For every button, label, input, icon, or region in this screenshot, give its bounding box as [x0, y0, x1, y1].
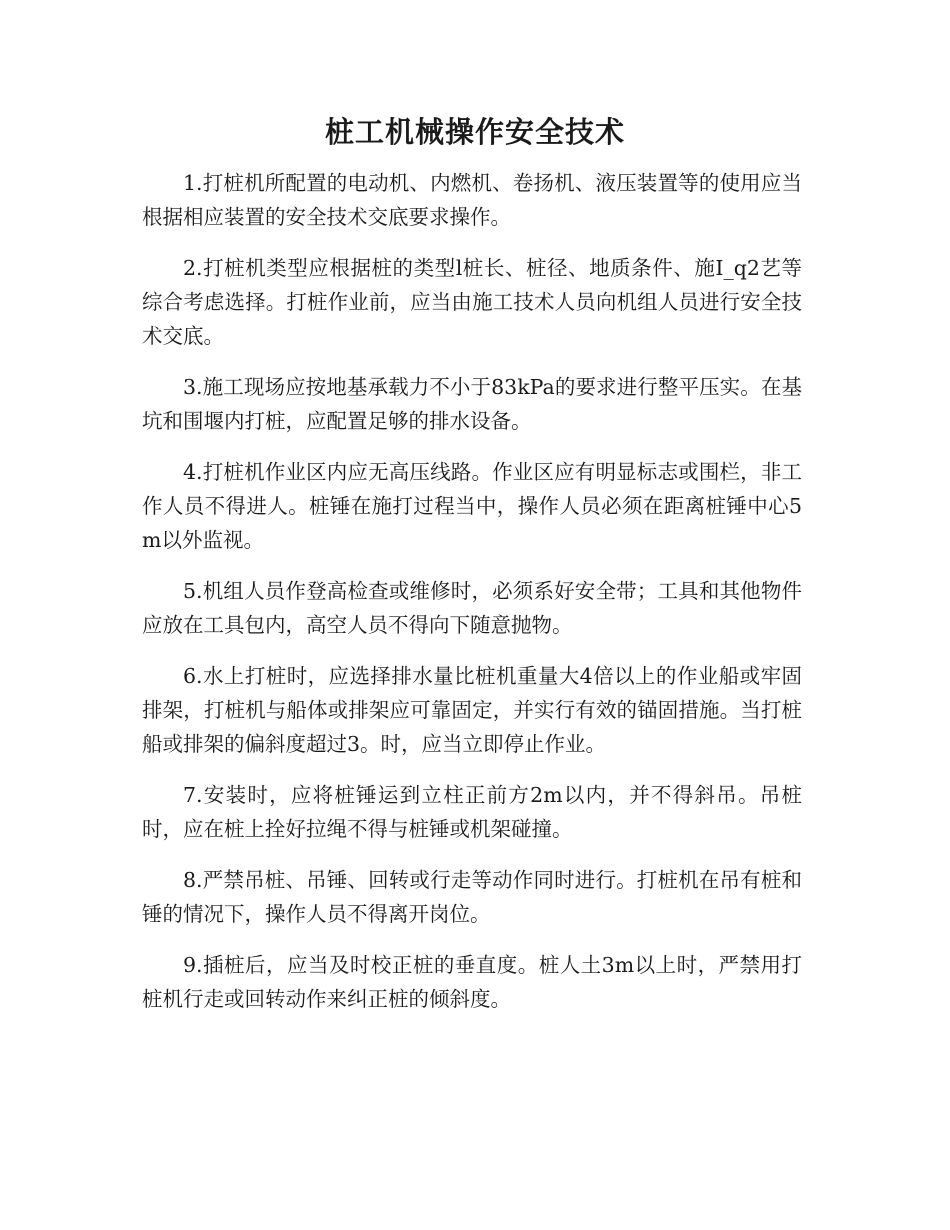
paragraph-7: 7.安装时，应将桩锤运到立柱正前方2m以内，并不得斜吊。吊桩时，应在桩上拴好拉绳不得与桩锤或机架碰撞。 [142, 783, 802, 841]
paragraph-3: 3.施工现场应按地基承载力不小于83kPa的要求进行整平压实。在基坑和围堰内打桩，应配置足够的排水设备。 [142, 375, 802, 433]
document-body [142, 166, 802, 1033]
paragraph-8: 8.严禁吊桩、吊锤、回转或行走等动作同时进行。打桩机在吊有桩和锤的情况下，操作人员不得离开岗位。 [142, 868, 802, 926]
paragraph-5: 5.机组人员作登高检查或维修时，必须系好安全带；工具和其他物件应放在工具包内，高空人员不得向下随意抛物。 [142, 579, 802, 637]
paragraph-2: 2.打桩机类型应根据桩的类型l桩长、桩径、地质条件、施I_q2艺等综合考虑选择。打桩作业前，应当由施工技术人员向机组人员进行安全技术交底。 [142, 256, 802, 348]
paragraph-4: 4.打桩机作业区内应无高压线路。作业区应有明显标志或围栏，非工作人员不得进人。桩锤在施打过程当中，操作人员必须在距离桩锤中心5m以外监视。 [142, 460, 802, 552]
paragraph-1: 1.打桩机所配置的电动机、内燃机、卷扬机、液压装置等的使用应当根据相应装置的安全技术交底要求操作。 [142, 171, 802, 229]
paragraph-6: 6.水上打桩时，应选择排水量比桩机重量大4倍以上的作业船或牢固排架，打桩机与船体或排架应可靠固定，并实行有效的锚固措施。当打桩船或排架的偏斜度超过3。时，应当立即停止作业。 [142, 664, 802, 756]
document-title: 桩工机械操作安全技术 [324, 115, 625, 149]
paragraph-9: 9.插桩后，应当及时校正桩的垂直度。桩人土3m以上时，严禁用打桩机行走或回转动作来纠正桩的倾斜度。 [142, 953, 802, 1011]
